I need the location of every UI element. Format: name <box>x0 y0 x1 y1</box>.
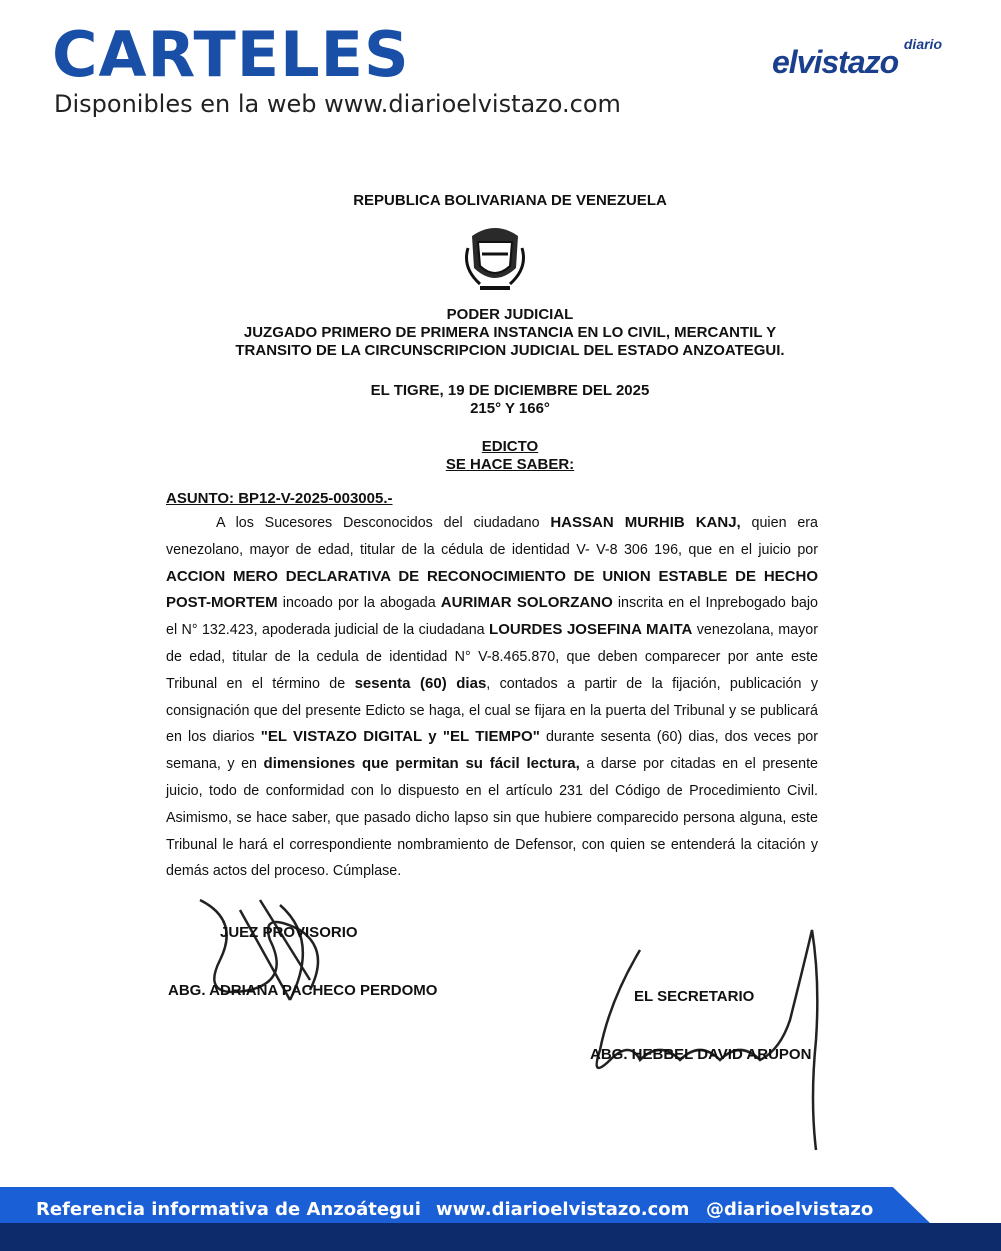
juzgado-line-1: JUZGADO PRIMERO DE PRIMERA INSTANCIA EN LO CIVIL, MERCANTIL Y <box>243 324 777 341</box>
document-date: EL TIGRE, 19 DE DICIEMBRE DEL 2025 <box>370 382 650 399</box>
body-bold-5: sesenta (60) dias <box>354 674 487 692</box>
body-text-7: durante sesenta (60) dias, dos veces por semana, y en <box>166 729 819 773</box>
footer-reference: Referencia informativa de Anzoátegui <box>36 1199 421 1220</box>
footer-band-bottom <box>0 1223 1001 1251</box>
body-text-4: inscrita en el Inprebogado bajo el N° 132.423, apoderada judicial de la ciudadana <box>166 595 818 639</box>
edict-body <box>166 510 818 885</box>
body-bold-4: LOURDES JOSEFINA MAITA <box>489 621 693 639</box>
secretary-title: EL SECRETARIO <box>634 988 755 1005</box>
elvistazo-logo <box>772 36 952 86</box>
body-text-2: quien era venezolano, mayor de edad, titular de la cédula de identidad V- V-8 306 196, que en el juicio por <box>166 515 818 558</box>
logo-big-text: elvistazo <box>772 44 899 80</box>
secretary-name: ABG. HEBBEL DAVID ARUPON <box>590 1046 812 1063</box>
judge-title: JUEZ PROVISORIO <box>220 924 358 941</box>
republic-header: REPUBLICA BOLIVARIANA DE VENEZUELA <box>353 192 667 209</box>
body-text-8: a darse por citadas en el presente juicio, todo de conformidad con lo dispuesto en el artículo 231 del Código de Procedimiento Civil. Asimismo, se hace saber, que pasado dicho lapso sin que hubiere comparecido persona alguna, este Tribunal le hará el correspondiente nombramiento de Defensor, con quien se entenderá la citación y demás actos del proceso. Cúmplase. <box>166 756 818 880</box>
body-bold-1: HASSAN MURHIB KANJ, <box>550 514 741 531</box>
body-text-1: A los Sucesores Desconocidos del ciudadano <box>216 515 551 531</box>
banner-title: CARTELES <box>52 18 410 91</box>
se-hace-saber-heading: SE HACE SABER: <box>445 456 575 473</box>
judge-signature-icon <box>180 880 390 1030</box>
coat-of-arms-icon <box>460 218 530 298</box>
juzgado-line-2: TRANSITO DE LA CIRCUNSCRIPCION JUDICIAL DEL ESTADO ANZOATEGUI. <box>235 342 785 359</box>
secretary-signature-icon <box>580 920 840 1160</box>
body-text-3: incoado por la abogada <box>277 595 441 612</box>
banner-subtitle: Disponibles en la web www.diarioelvistazo.com <box>54 90 621 118</box>
body-bold-2: ACCION MERO DECLARATIVA DE RECONOCIMIENTO DE UNION ESTABLE DE HECHO POST-MORTEM <box>166 567 818 612</box>
logo-small-text: diario <box>903 36 942 52</box>
body-bold-6: "EL VISTAZO DIGITAL y "EL TIEMPO" <box>260 728 540 746</box>
document-years: 215° Y 166° <box>470 400 550 417</box>
footer-handle: @diarioelvistazo <box>706 1199 874 1220</box>
edict-document <box>150 180 850 1180</box>
body-text-6: , contados a partir de la fijación, publicación y consignación que del presente Edicto se haga, el cual se fijara en la puerta del Tribunal y se publicará en los diarios <box>166 675 818 746</box>
body-bold-3: AURIMAR SOLORZANO <box>440 594 613 612</box>
body-bold-7: dimensiones que permitan su fácil lectura, <box>263 755 580 773</box>
footer-bar <box>0 1187 1001 1251</box>
body-text-5: venezolana, mayor de edad, titular de la cedula de identidad N° V-8.465.870, que deben comparecer por ante este Tribunal en el término de <box>166 622 818 692</box>
edicto-heading: EDICTO <box>481 438 539 455</box>
judge-name: ABG. ADRIANA PACHECO PERDOMO <box>168 982 438 999</box>
poder-judicial: PODER JUDICIAL <box>446 306 574 323</box>
asunto-line: ASUNTO: BP12-V-2025-003005.- <box>166 490 393 507</box>
footer-website: www.diarioelvistazo.com <box>436 1199 690 1220</box>
